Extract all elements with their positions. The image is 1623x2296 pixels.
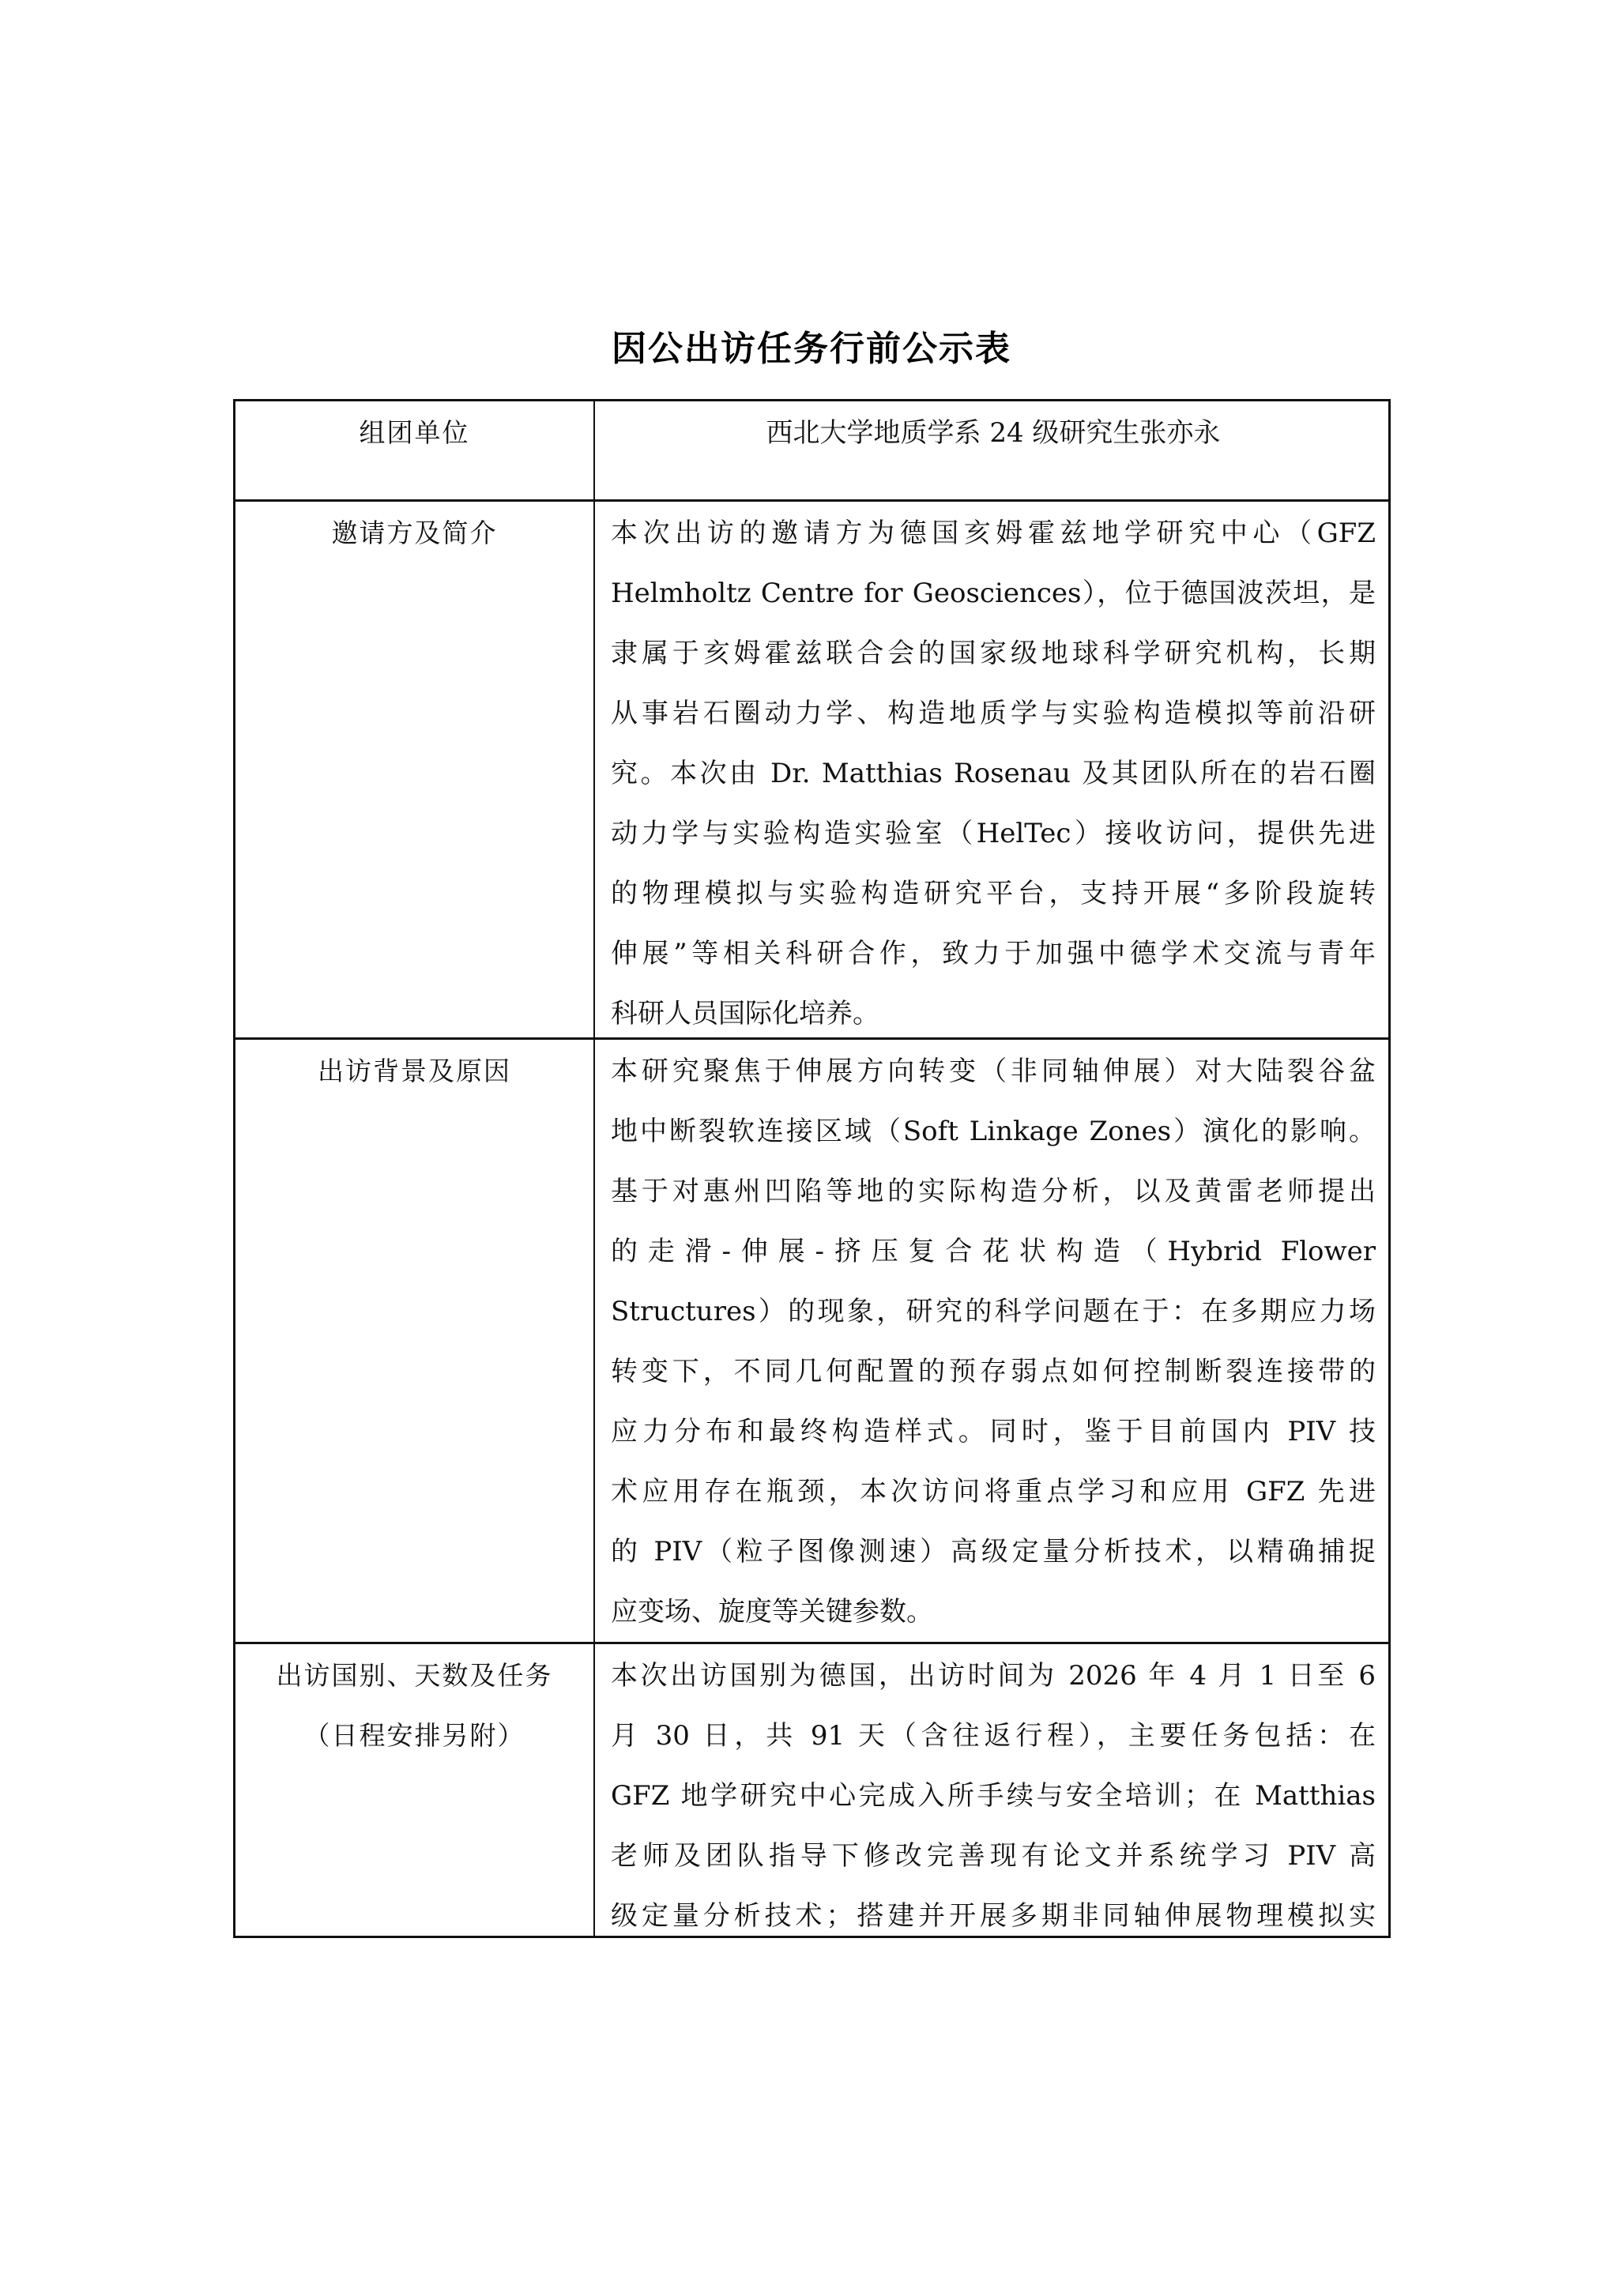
row-label: 出访国别、天数及任务 [276,1660,553,1691]
row-label-note: （日程安排另附） [303,1720,525,1751]
row-value-line: 伸展”等相关科研合作，致力于加强中德学术交流与青年 [611,938,1376,969]
row-value-cell [595,401,1388,499]
row-value-line: 级定量分析技术；搭建并开展多期非同轴伸展物理模拟实 [611,1900,1376,1932]
row-value-line: 西北大学地质学系 24 级研究生张亦永 [766,417,1221,449]
row-value-line: 的物理模拟与实验构造研究平台，支持开展“多阶段旋转 [611,878,1376,909]
row-value-line: 本次出访国别为德国，出访时间为 2026 年 4 月 1 日至 6 [611,1660,1376,1692]
row-value-line: 动力学与实验构造实验室（HelTec）接收访问，提供先进 [611,818,1376,849]
publicity-table [233,399,1391,1938]
table-row-inviter-intro [235,499,1388,1037]
row-value-line: 从事岩石圈动力学、构造地质学与实验构造模拟等前沿研 [611,698,1376,729]
row-value-line: 的走滑-伸展-挤压复合花状构造（Hybrid Flower [611,1236,1376,1267]
row-value-cell [595,1040,1388,1642]
row-label: 邀请方及简介 [331,518,498,548]
row-value-line: 本研究聚焦于伸展方向转变（非同轴伸展）对大陆裂谷盆 [611,1056,1376,1087]
row-value-line: 月 30 日，共 91 天（含往返行程），主要任务包括：在 [611,1720,1376,1752]
row-value-line: 究。本次由 Dr. Matthias Rosenau 及其团队所在的岩石圈 [611,758,1376,789]
row-value-cell [595,502,1388,1037]
row-label-cell [235,401,595,499]
row-value-line: Helmholtz Centre for Geosciences），位于德国波茨坦，是 [611,578,1376,609]
row-value-line: 术应用存在瓶颈，本次访问将重点学习和应用 GFZ 先进 [611,1476,1376,1507]
row-value-line: 应力分布和最终构造样式。同时，鉴于目前国内 PIV 技 [611,1416,1376,1447]
row-value-line: 本次出访的邀请方为德国亥姆霍兹地学研究中心（GFZ [611,518,1376,549]
row-label: 组团单位 [359,417,470,448]
row-value-line: 应变场、旋度等关键参数。 [611,1596,933,1628]
row-value-cell [595,1644,1388,1936]
row-value-line: Structures）的现象，研究的科学问题在于：在多期应力场 [611,1296,1376,1327]
document-title: 因公出访任务行前公示表 [612,329,1011,369]
row-value-line: 地中断裂软连接区域（Soft Linkage Zones）演化的影响。 [611,1116,1376,1147]
table-row-country-days-tasks [235,1642,1388,1936]
row-value-line: 基于对惠州凹陷等地的实际构造分析，以及黄雷老师提出 [611,1176,1376,1207]
row-label-cell [235,1644,595,1936]
row-value-line: 科研人员国际化培养。 [611,998,879,1029]
row-value-line: 老师及团队指导下修改完善现有论文并系统学习 PIV 高 [611,1840,1376,1872]
row-label: 出访背景及原因 [318,1056,511,1086]
row-value-line: 转变下，不同几何配置的预存弱点如何控制断裂连接带的 [611,1356,1376,1387]
table-row-background-reason [235,1037,1388,1642]
row-value-line: 隶属于亥姆霍兹联合会的国家级地球科学研究机构，长期 [611,638,1376,669]
row-label-cell [235,502,595,1037]
row-label-cell [235,1040,595,1642]
row-value-line: GFZ 地学研究中心完成入所手续与安全培训；在 Matthias [611,1780,1376,1812]
row-value-line: 的 PIV（粒子图像测速）高级定量分析技术，以精确捕捉 [611,1536,1376,1568]
table-row-delegation-unit [235,401,1388,499]
